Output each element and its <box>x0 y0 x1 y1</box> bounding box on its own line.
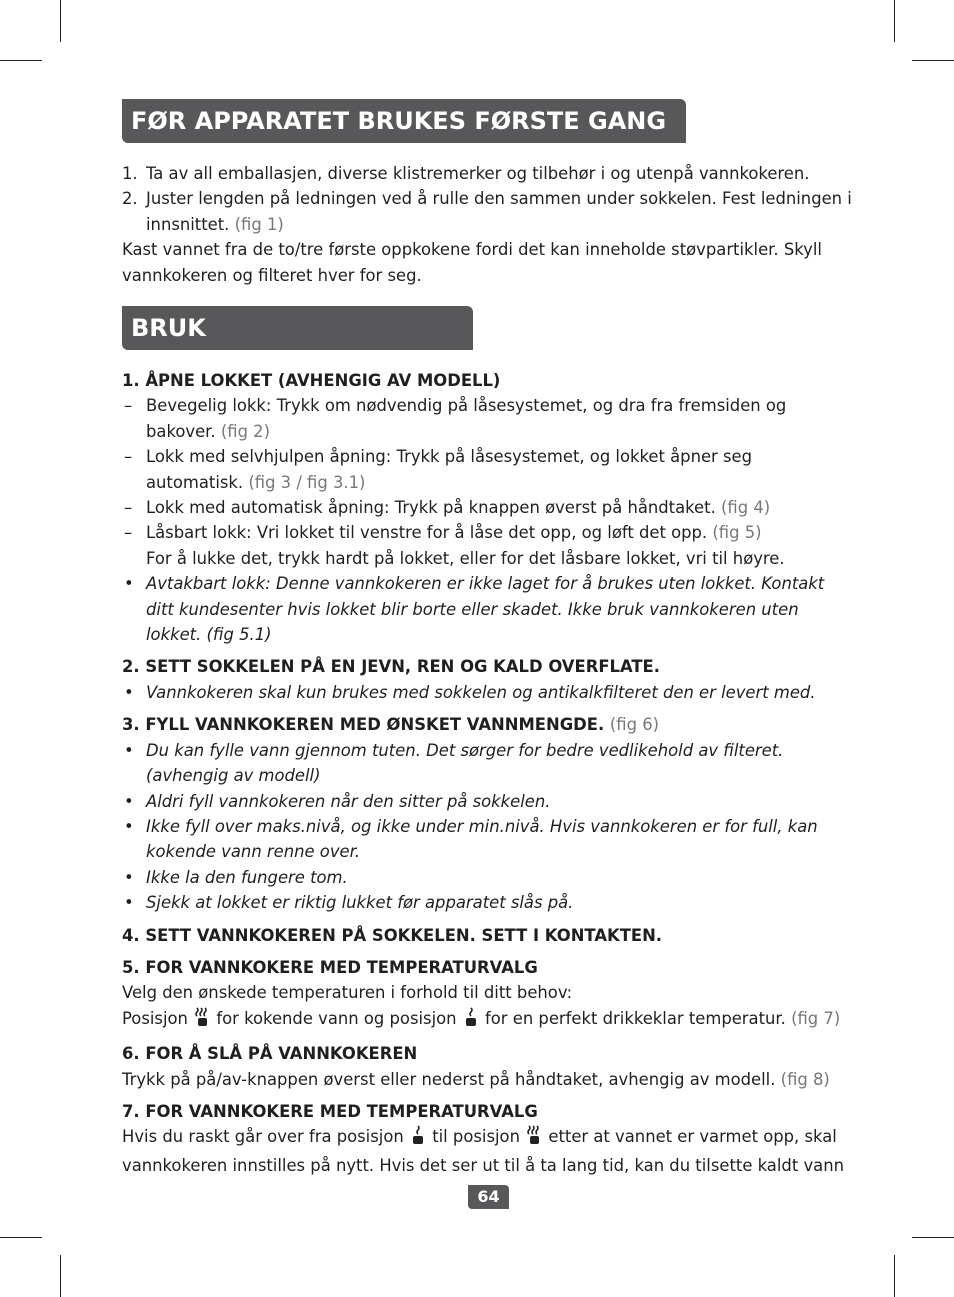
list-item <box>122 738 852 789</box>
item-text-body: Bevegelig lokk: Trykk om nødvendig på låsesystemet, og dra fra fremsiden og bakover. <box>146 396 787 441</box>
list-item <box>122 393 852 444</box>
list-item <box>122 186 852 237</box>
step-heading: 6. FOR Å SLÅ PÅ VANNKOKEREN <box>122 1044 418 1064</box>
section-heading-use: BRUK <box>122 306 473 350</box>
figure-ref: (fig 8) <box>780 1069 830 1089</box>
item-text: Avtakbart lokk: Denne vannkokeren er ikke laget for å brukes uten lokket. Kontakt ditt kundesenter hvis lokket blir borte eller skadet. Ikke bruk vannkokeren uten lokket. (fig 5.1) <box>146 574 825 645</box>
crop-mark <box>60 1255 61 1297</box>
bullet-marker: • <box>124 893 134 913</box>
list-item <box>122 814 852 865</box>
dash-marker: – <box>124 396 133 416</box>
list-item <box>122 495 852 520</box>
step-heading: 2. SETT SOKKELEN PÅ EN JEVN, REN OG KALD OVERFLATE. <box>122 657 660 677</box>
warm-temp-icon <box>464 1007 478 1034</box>
item-text-body: Lokk med selvhjulpen åpning: Trykk på låsesystemet, og lokket åpner seg automatisk. <box>146 447 753 492</box>
item-text <box>146 393 852 444</box>
list-item <box>122 680 852 705</box>
list-item <box>122 444 852 495</box>
item-text-body: Låsbart lokk: Vri lokket til venstre for å låse det opp, og løft det opp. <box>146 523 708 543</box>
step-text <box>122 1006 852 1034</box>
step-text <box>122 1067 852 1092</box>
crop-mark <box>912 60 954 61</box>
step-heading <box>122 712 852 737</box>
note-paragraph: Kast vannet fra de to/tre første oppkokene fordi det kan inneholde støvpartikler. Skyll vannkokeren og filteret hver for seg. <box>122 240 822 285</box>
section-first-use-body <box>122 161 852 288</box>
section-heading-first-use: FØR APPARATET BRUKES FØRSTE GANG <box>122 99 686 143</box>
item-text: Vannkokeren skal kun brukes med sokkelen og antikalkfilteret den er levert med. <box>146 682 816 702</box>
item-text <box>146 186 852 237</box>
item-text-body: Juster lengden på ledningen ved å rulle den sammen under sokkelen. Fest ledningen i innsnittet. <box>146 189 852 234</box>
step-text: vannkokeren innstilles på nytt. Hvis det ser ut til å ta lang tid, kan du tilsette kaldt vann <box>122 1155 844 1175</box>
step-heading: 4. SETT VANNKOKEREN PÅ SOKKELEN. SETT I KONTAKTEN. <box>122 925 663 945</box>
crop-mark <box>894 1255 895 1297</box>
dash-marker: – <box>124 498 133 518</box>
item-text <box>146 444 852 495</box>
step-text-part: Trykk på på/av-knappen øverst eller nederst på håndtaket, avhengig av modell. <box>122 1069 776 1089</box>
list-item <box>122 890 852 915</box>
item-text-body: Lokk med automatisk åpning: Trykk på knappen øverst på håndtaket. <box>146 498 716 518</box>
step-text-part: Posisjon <box>122 1008 188 1028</box>
crop-mark <box>60 0 61 42</box>
step-text <box>122 1124 852 1152</box>
list-item <box>122 865 852 890</box>
bullet-marker: • <box>124 791 134 811</box>
item-text-continued: For å lukke det, trykk hardt på lokket, eller for det låsbare lokket, vri til høyre. <box>146 548 785 568</box>
item-number: 2. <box>122 189 138 209</box>
item-text: Sjekk at lokket er riktig lukket før apparatet slås på. <box>146 893 574 913</box>
step-text-part: etter at vannet er varmet opp, skal <box>548 1127 837 1147</box>
bullet-marker: • <box>124 816 134 836</box>
step-heading: 7. FOR VANNKOKERE MED TEMPERATURVALG <box>122 1101 538 1121</box>
figure-ref: (fig 5) <box>712 523 762 543</box>
step-heading-text: 3. FYLL VANNKOKEREN MED ØNSKET VANNMENGDE. <box>122 715 605 735</box>
step-text-part: for en perfekt drikkeklar temperatur. <box>484 1008 786 1028</box>
list-item <box>122 161 852 186</box>
item-text: Ikke fyll over maks.nivå, og ikke under min.nivå. Hvis vannkokeren er for full, kan kokende vann renne over. <box>146 816 818 862</box>
list-item <box>122 789 852 814</box>
item-text: Ta av all emballasjen, diverse klistremerker og tilbehør i og utenpå vannkokeren. <box>146 164 810 183</box>
item-text <box>146 520 852 571</box>
item-text: Du kan fylle vann gjennom tuten. Det sørger for bedre vedlikehold av filteret. (avhengig av modell) <box>146 740 784 786</box>
list-item <box>122 520 852 571</box>
item-text: Ikke la den fungere tom. <box>146 867 348 887</box>
crop-mark <box>894 0 895 42</box>
figure-ref: (fig 3 / fig 3.1) <box>248 472 366 492</box>
step-text: Velg den ønskede temperaturen i forhold til ditt behov: <box>122 983 573 1003</box>
step-text-part: for kokende vann og posisjon <box>216 1008 457 1028</box>
warm-temp-icon <box>411 1125 425 1152</box>
crop-mark <box>912 1237 954 1238</box>
section-use-body <box>122 368 852 1178</box>
step-text-part: Hvis du raskt går over fra posisjon <box>122 1127 404 1147</box>
step-heading: 5. FOR VANNKOKERE MED TEMPERATURVALG <box>122 957 538 977</box>
bullet-marker: • <box>124 574 134 594</box>
crop-mark <box>0 1237 42 1238</box>
figure-ref: (fig 6) <box>609 715 660 735</box>
bullet-marker: • <box>124 682 134 702</box>
bullet-marker: • <box>124 740 134 760</box>
steam-temp-icon <box>527 1125 541 1152</box>
crop-mark <box>0 60 42 61</box>
dash-marker: – <box>124 447 133 467</box>
step-heading: 1. ÅPNE LOKKET (AVHENGIG AV MODELL) <box>122 371 501 390</box>
page-number: 64 <box>468 1185 509 1209</box>
figure-ref: (fig 1) <box>234 214 284 234</box>
bullet-marker: • <box>124 867 134 887</box>
step-text-part: til posisjon <box>432 1127 520 1147</box>
list-item <box>122 571 852 647</box>
steam-temp-icon <box>195 1007 209 1034</box>
item-text <box>146 495 852 520</box>
item-number: 1. <box>122 164 138 183</box>
dash-marker: – <box>124 523 133 543</box>
item-text: Aldri fyll vannkokeren når den sitter på sokkelen. <box>146 791 551 811</box>
figure-ref: (fig 2) <box>220 421 270 441</box>
figure-ref: (fig 7) <box>791 1008 841 1028</box>
figure-ref: (fig 4) <box>721 498 771 518</box>
